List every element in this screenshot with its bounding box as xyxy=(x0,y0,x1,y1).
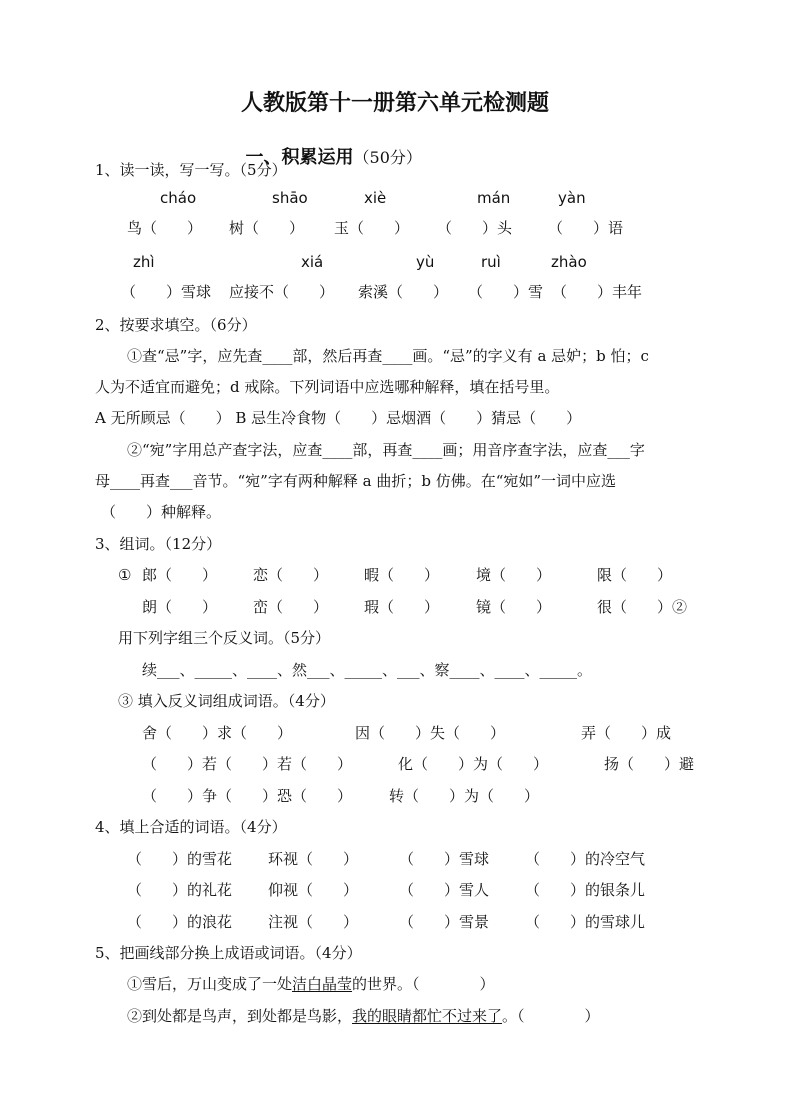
section-title: 一、积累运用 xyxy=(245,147,354,168)
fill-item: 很（ ）② xyxy=(597,598,688,616)
pinyin: ruì xyxy=(481,253,501,271)
fill-item: （ ）雪 xyxy=(468,283,544,301)
fill-item: 限（ ） xyxy=(597,566,673,584)
fill-item: （ ）的浪花 xyxy=(127,913,233,931)
fill-item: 舍（ ）求（ ） xyxy=(142,724,293,742)
fill-item: 峦（ ） xyxy=(253,598,329,616)
fill-item: 索溪（ ） xyxy=(358,283,449,301)
pinyin: zhào xyxy=(551,253,587,271)
fill-item: 恋（ ） xyxy=(253,566,329,584)
underlined-phrase: 洁白晶莹 xyxy=(292,975,353,993)
q3-header: 3、组词。（12分） xyxy=(95,535,222,553)
q2-text: 人为不适宜而避免；d 戒除。下列词语中应选哪种解释，填在括号里。 xyxy=(95,378,560,396)
fill-item: 境（ ） xyxy=(476,566,552,584)
sentence-text: ①雪后，万山变成了一处 xyxy=(127,975,293,993)
q5-sentence-2 xyxy=(127,1007,600,1025)
q2-header: 2、按要求填空。（6分） xyxy=(95,316,257,334)
fill-item: 弄（ ）成 xyxy=(581,724,672,742)
fill-item: 树（ ） xyxy=(229,219,305,237)
fill-item: 扬（ ）避 xyxy=(604,755,695,773)
pinyin: zhì xyxy=(133,253,155,271)
q5-sentence-1 xyxy=(127,975,495,993)
q5-header: 5、把画线部分换上成语或词语。（4分） xyxy=(95,944,362,962)
pinyin: yàn xyxy=(558,189,586,207)
pinyin: yù xyxy=(416,253,435,271)
sentence-text: 。（ ） xyxy=(502,1007,600,1025)
pinyin: xiè xyxy=(364,189,387,207)
q2-text: （ ）种解释。 xyxy=(101,503,222,521)
fill-item: （ ）的雪花 xyxy=(127,850,233,868)
fill-item: （ ）雪人 xyxy=(399,881,490,899)
fill-item: 转（ ）为（ ） xyxy=(389,787,540,805)
fill-item: （ ）雪球 xyxy=(121,283,212,301)
fill-item: （ ）的银条儿 xyxy=(525,881,646,899)
pinyin: cháo xyxy=(160,189,197,207)
fill-item: （ ）语 xyxy=(548,219,624,237)
pinyin: mán xyxy=(477,189,511,207)
fill-item: 朗（ ） xyxy=(142,598,218,616)
fill-item: （ ）若（ ）若（ ） xyxy=(142,755,353,773)
fill-item: （ ）争（ ）恐（ ） xyxy=(142,787,353,805)
sentence-text: ②到处都是鸟声，到处都是鸟影， xyxy=(127,1007,353,1025)
item-marker: ① xyxy=(118,566,132,584)
q3-instruction: 用下列字组三个反义词。（5分） xyxy=(118,629,331,647)
pinyin: shāo xyxy=(272,189,308,207)
underlined-phrase: 我的眼睛都忙不过来了 xyxy=(352,1007,503,1025)
q2-text: ①查“忌”字，应先查____部，然后再查____画。“忌”的字义有 a 忌妒；b 怕；c xyxy=(127,347,649,365)
pinyin: xiá xyxy=(301,253,324,271)
section-score: （50分） xyxy=(353,148,422,167)
fill-item: （ ）的冷空气 xyxy=(525,850,646,868)
fill-item: 环视（ ） xyxy=(268,850,359,868)
q2-text: A 无所顾忌（ ） B 忌生冷食物（ ）忌烟酒（ ）猜忌（ ） xyxy=(95,409,582,427)
fill-item: 化（ ）为（ ） xyxy=(398,755,549,773)
fill-item: 仰视（ ） xyxy=(268,881,359,899)
fill-item: 镜（ ） xyxy=(476,598,552,616)
fill-item: 瑕（ ） xyxy=(364,598,440,616)
page-title: 人教版第十一册第六单元检测题 xyxy=(240,91,549,116)
fill-item: 应接不（ ） xyxy=(229,283,335,301)
q3-instruction: ③ 填入反义词组成词语。（4分） xyxy=(118,692,335,710)
fill-item: （ ）丰年 xyxy=(552,283,643,301)
fill-item: （ ）雪球 xyxy=(399,850,490,868)
fill-item: 玉（ ） xyxy=(334,219,410,237)
fill-item: （ ）头 xyxy=(437,219,513,237)
fill-item: 暇（ ） xyxy=(364,566,440,584)
fill-item: 注视（ ） xyxy=(268,913,359,931)
fill-item: （ ）的礼花 xyxy=(127,881,233,899)
fill-item: 鸟（ ） xyxy=(127,219,203,237)
fill-item: 因（ ）失（ ） xyxy=(355,724,506,742)
q1-header: 1、读一读，写一写。（5分） xyxy=(95,161,287,179)
q4-header: 4、填上合适的词语。（4分） xyxy=(95,818,287,836)
fill-item: 郎（ ） xyxy=(142,566,218,584)
q3-blanks: 续___、_____、____、然___、_____、___、察____、____、_____。 xyxy=(142,661,593,679)
fill-item: （ ）雪景 xyxy=(399,913,490,931)
q2-text: ②“宛”字用总产查字法，应查____部，再查____画；用音序查字法，应查___字 xyxy=(127,441,645,459)
fill-item: （ ）的雪球儿 xyxy=(525,913,646,931)
q2-text: 母____再查___音节。“宛”字有两种解释 a 曲折；b 仿佛。在“宛如”一词中应选 xyxy=(95,472,617,490)
sentence-text: 的世界。（ ） xyxy=(352,975,495,993)
